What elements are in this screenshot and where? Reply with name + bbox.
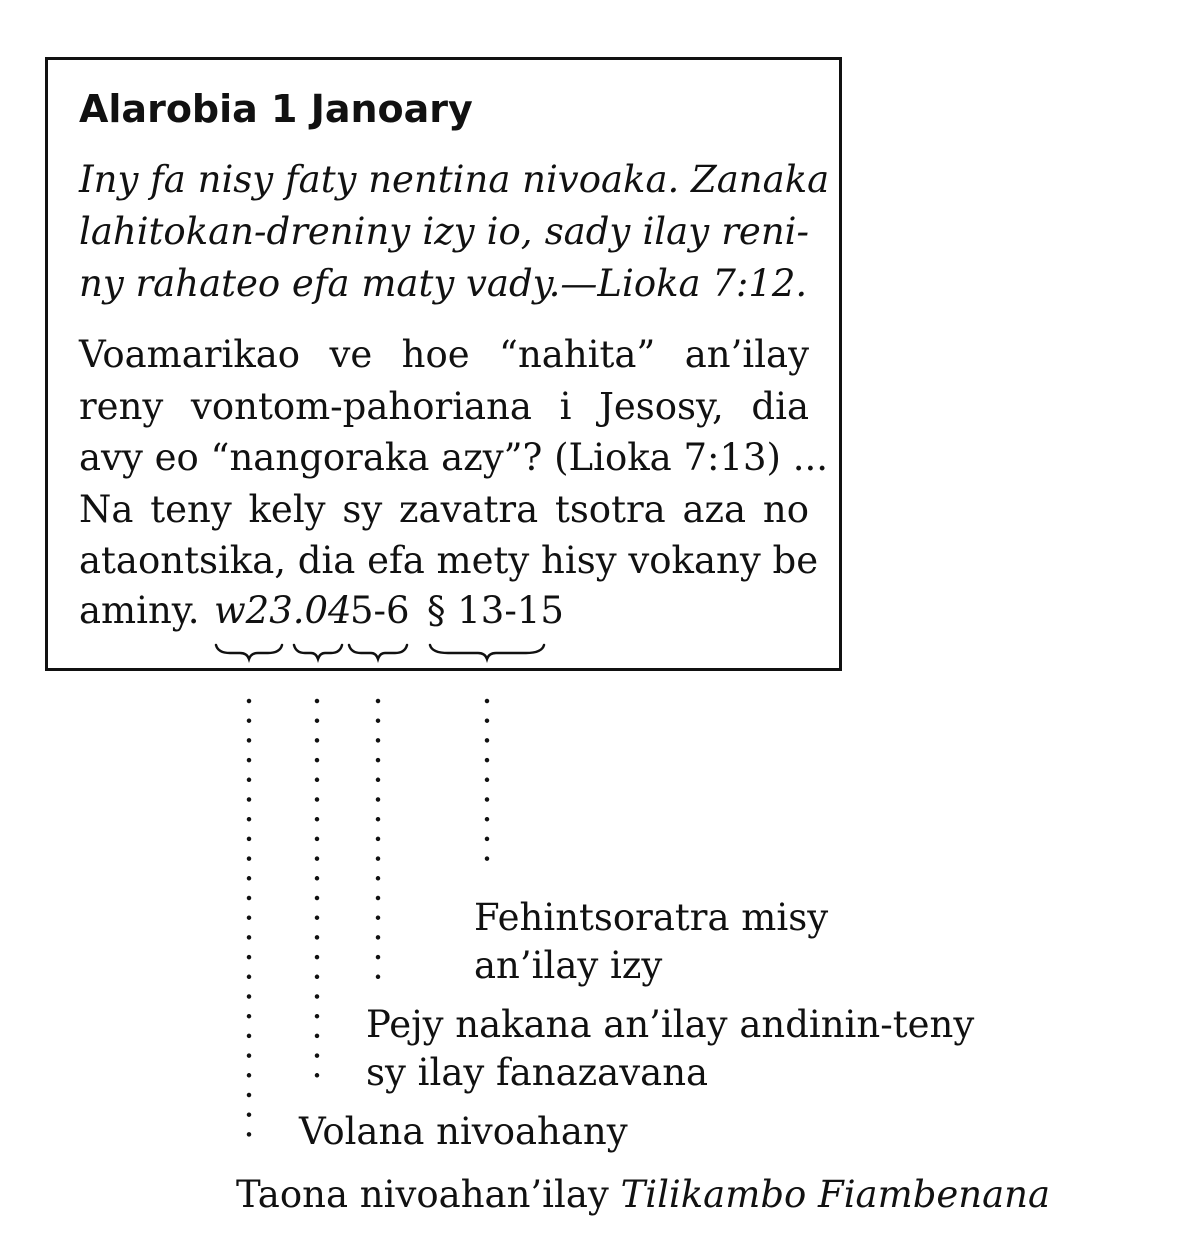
paragraphs-label-line: an’ilay izy [474,944,663,987]
reference-pages: 5-6 [350,589,410,632]
brace-pages [349,645,407,659]
paragraphs-label-line: Fehintsoratra misy [474,896,829,939]
paragraphs-label [474,894,828,990]
pages-label-line: sy ilay fanazavana [366,1051,709,1094]
issue-month-label: Volana nivoahany [299,1110,628,1153]
year-label-prefix: Taona nivoahan’ilay [236,1173,609,1216]
last-line-text: aminy. [79,589,200,632]
pages-label [366,1001,974,1097]
paragraph-line: Voamarikao ve hoe “nahita” an’ilay [79,333,809,376]
reference-publication-code: w23.04 [214,589,352,632]
pages-label-line: Pejy nakana an’ilay andinin-teny [366,1003,975,1046]
paragraph-line: reny vontom-pahoriana i Jesosy, dia [79,384,809,428]
brace-year [216,645,282,659]
brace-month [294,645,342,659]
paragraph-line: avy eo “nangoraka azy”? (Lioka 7:13) ... [79,436,829,479]
magazine-title: Tilikambo Fiambenana [620,1173,1051,1216]
verse-line: lahitokan-dreniny izy io, sady ilay reni- [79,210,809,253]
brace-paragraphs [430,645,544,659]
entry-date-heading: Alarobia 1 Janoary [79,87,473,131]
paragraph-line: Na teny kely sy zavatra tsotra aza no [79,487,809,531]
paragraph-line: ataontsika, dia efa mety hisy vokany be [79,539,819,582]
year-label [236,1171,1050,1219]
verse-line: Iny fa nisy faty nentina nivoaka. Zanaka [79,158,830,201]
reference-paragraphs: § 13-15 [427,589,564,632]
verse-line: ny rahateo efa maty vady.—Lioka 7:12. [79,262,808,305]
